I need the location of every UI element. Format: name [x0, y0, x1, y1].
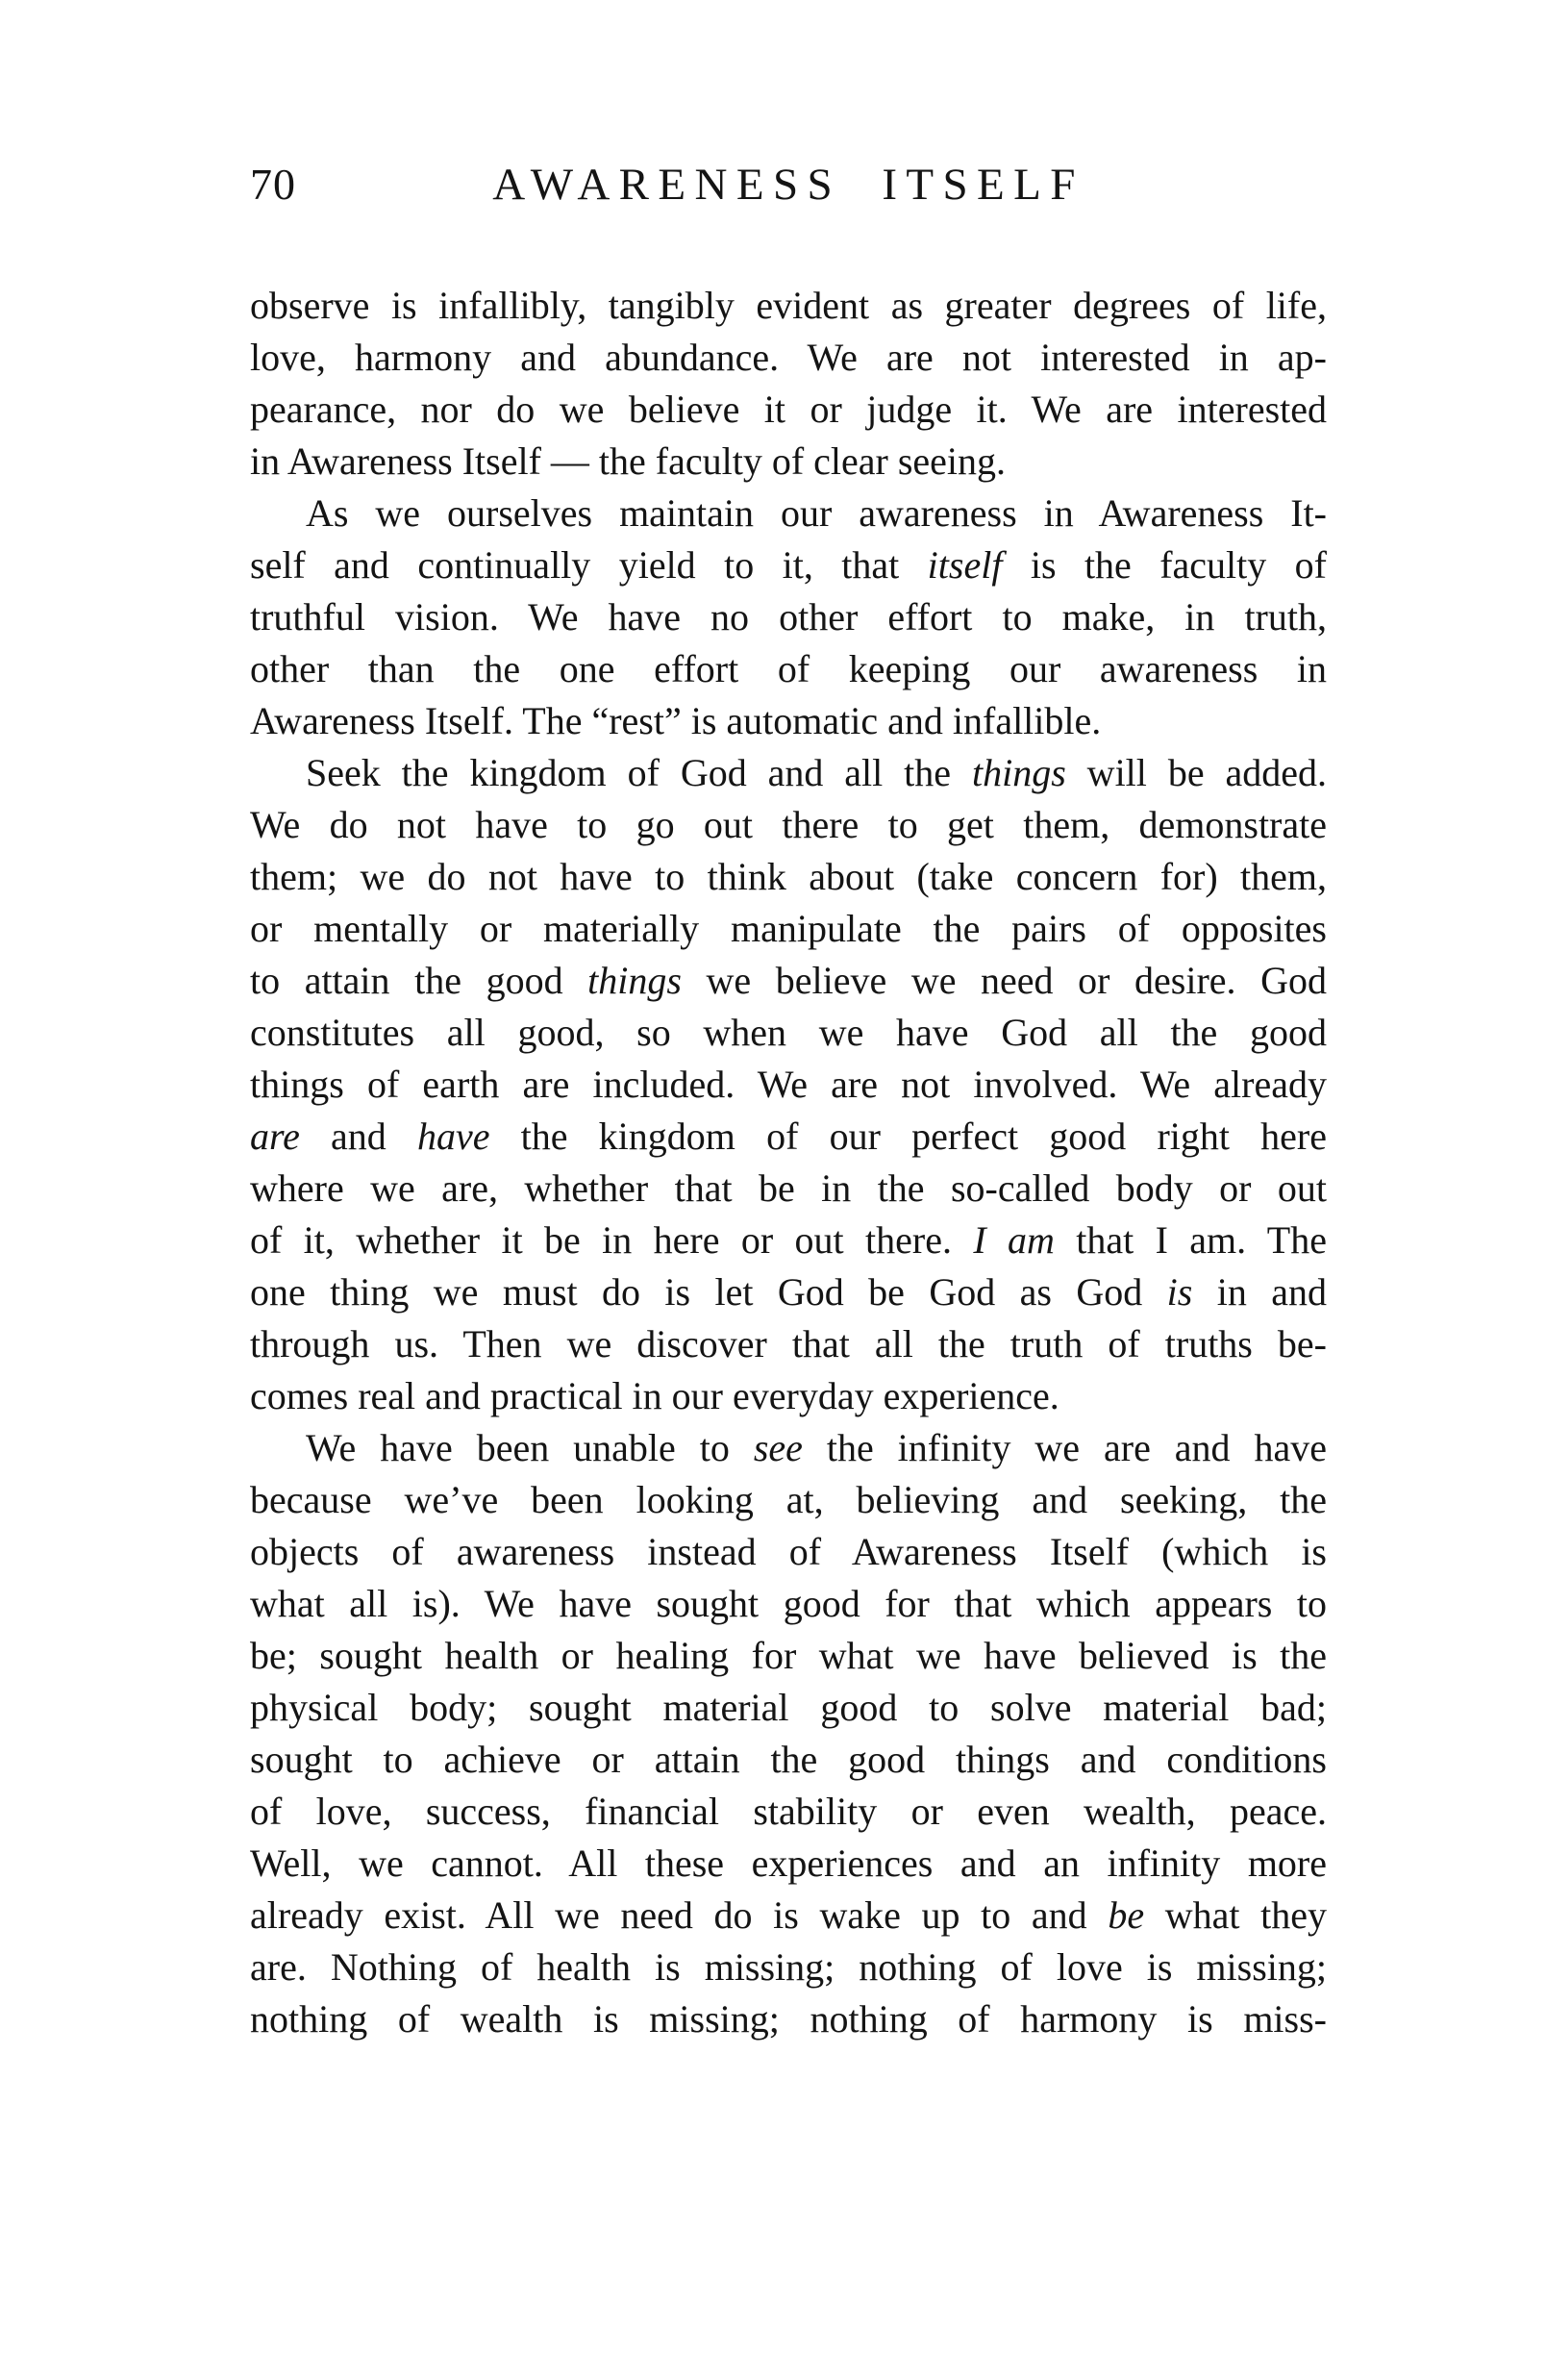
text-line [250, 851, 1327, 903]
text-line [250, 1838, 1327, 1890]
text-line [250, 1007, 1327, 1059]
text-line [250, 1266, 1327, 1318]
text-line [250, 903, 1327, 955]
text-line [250, 955, 1327, 1007]
text-line [250, 1215, 1327, 1266]
text-line [250, 1526, 1327, 1578]
body-text: constitutes all good, so when we have God all the good [250, 1011, 1327, 1054]
body-text: of it, whether it be in here or out there. [250, 1218, 974, 1262]
body-text: comes real and practical in our everyday experience. [250, 1374, 1059, 1417]
body-text: As we ourselves maintain our awareness in Awareness It- [306, 491, 1327, 535]
italic-text: is [1166, 1270, 1193, 1314]
text-line [250, 384, 1327, 436]
text-line [250, 591, 1327, 643]
body-text: what they [1144, 1893, 1327, 1937]
body-text: through us. Then we discover that all the truth of truths be- [250, 1322, 1327, 1365]
body-text: self and continually yield to it, that [250, 543, 928, 587]
body-text: in Awareness Itself — the faculty of clear seeing. [250, 439, 1007, 483]
text-line [250, 1890, 1327, 1942]
text-line [250, 1578, 1327, 1630]
text-line [250, 1682, 1327, 1734]
text-line [250, 747, 1327, 799]
italic-text: things [587, 959, 682, 1002]
body-text: Seek the kingdom of God and all the [306, 751, 972, 794]
body-text: to attain the good [250, 959, 588, 1002]
text-line [250, 695, 1327, 747]
body-text: truthful vision. We have no other effort to make, in truth, [250, 595, 1327, 639]
body-text: We have been unable to [306, 1426, 754, 1469]
italic-text: are [250, 1115, 300, 1158]
body-text: the infinity we are and have [802, 1426, 1327, 1469]
italic-text: have [416, 1115, 490, 1158]
body-text: where we are, whether that be in the so-called body or out [250, 1166, 1327, 1210]
text-line [250, 643, 1327, 695]
text-line [250, 1474, 1327, 1526]
text-block [250, 280, 1327, 2045]
text-line [250, 1786, 1327, 1838]
body-text: nothing of wealth is missing; nothing of harmony is miss- [250, 1997, 1327, 2041]
body-text: be; sought health or healing for what we have believed is the [250, 1634, 1327, 1677]
body-text: is the faculty of [1002, 543, 1328, 587]
page-number: 70 [250, 160, 296, 209]
body-text: will be added. [1065, 751, 1327, 794]
text-line [250, 1422, 1327, 1474]
body-text: what all is). We have sought good for that which appears to [250, 1582, 1327, 1625]
text-line [250, 1993, 1327, 2045]
text-line [250, 1942, 1327, 1993]
body-text: things of earth are included. We are not involved. We already [250, 1063, 1327, 1106]
italic-text: be [1108, 1893, 1145, 1937]
body-text: the kingdom of our perfect good right here [489, 1115, 1327, 1158]
italic-text: itself [927, 543, 1003, 587]
body-text: and [299, 1115, 417, 1158]
body-text: sought to achieve or attain the good things and conditions [250, 1738, 1327, 1781]
body-text: objects of awareness instead of Awareness Itself (which is [250, 1530, 1327, 1573]
italic-text: things [971, 751, 1066, 794]
body-text: already exist. All we need do is wake up to and [250, 1893, 1109, 1937]
body-text: or mentally or materially manipulate the pairs of opposites [250, 907, 1327, 950]
text-line [250, 1318, 1327, 1370]
italic-text: I am [973, 1218, 1055, 1262]
body-text: other than the one effort of keeping our awareness in [250, 647, 1327, 690]
running-title: AWARENESS ITSELF [492, 160, 1084, 210]
text-line [250, 539, 1327, 591]
body-text: pearance, nor do we believe it or judge it. We are interested [250, 388, 1327, 431]
text-line [250, 1370, 1327, 1422]
text-line [250, 1630, 1327, 1682]
body-text: we believe we need or desire. God [681, 959, 1328, 1002]
body-text: one thing we must do is let God be God as God [250, 1270, 1167, 1314]
body-text: observe is infallibly, tangibly evident as greater degrees of life, [250, 284, 1327, 327]
body-text: love, harmony and abundance. We are not interested in ap- [250, 336, 1327, 379]
text-line [250, 1111, 1327, 1163]
text-line [250, 1734, 1327, 1786]
body-text: physical body; sought material good to solve material bad; [250, 1686, 1327, 1729]
text-line [250, 280, 1327, 332]
body-text: them; we do not have to think about (take concern for) them, [250, 855, 1327, 898]
body-text: in and [1192, 1270, 1327, 1314]
text-line [250, 799, 1327, 851]
body-text: because we’ve been looking at, believing and seeking, the [250, 1478, 1327, 1521]
body-text: that I am. The [1054, 1218, 1327, 1262]
text-line [250, 488, 1327, 539]
text-line [250, 1059, 1327, 1111]
page-header [250, 162, 1327, 215]
body-text: of love, success, financial stability or even wealth, peace. [250, 1790, 1327, 1833]
text-line [250, 332, 1327, 384]
italic-text: see [753, 1426, 803, 1469]
body-text: Well, we cannot. All these experiences and an infinity more [250, 1841, 1327, 1885]
text-line [250, 1163, 1327, 1215]
body-text: are. Nothing of health is missing; nothing of love is missing; [250, 1945, 1327, 1989]
text-line [250, 436, 1327, 488]
body-text: We do not have to go out there to get them, demonstrate [250, 803, 1327, 846]
body-text: Awareness Itself. The “rest” is automatic and infallible. [250, 699, 1102, 742]
